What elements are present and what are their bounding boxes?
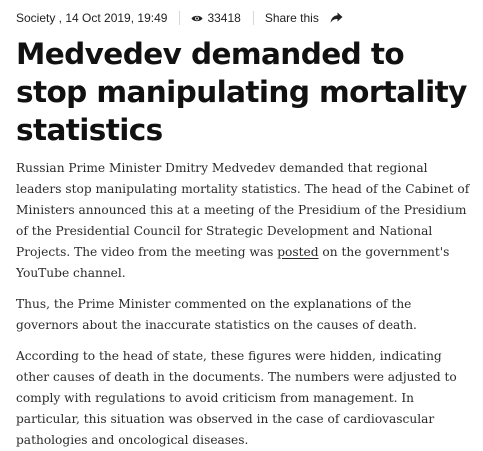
meta-divider (179, 11, 180, 25)
category-date[interactable]: Society , 14 Oct 2019, 19:49 (16, 11, 168, 25)
share-button[interactable] (265, 11, 343, 25)
views-count: 33418 (207, 11, 241, 25)
article-title: Medvedev demanded to stop manipulating mortality statistics (16, 37, 467, 147)
article-paragraph-2: Thus, the Prime Minister commented on the explanations of the governors about the inaccurate statistics on the causes of death. (16, 297, 417, 332)
share-label: Share this (264, 11, 319, 25)
article-page (16, 0, 476, 451)
paragraph-1-text-end: on the government's YouTube channel. (16, 245, 450, 280)
article-meta-bar (16, 7, 476, 29)
share-arrow-icon (330, 12, 343, 24)
article-paragraph-3: According to the head of state, these figures were hidden, indicating other causes of death in the documents. The numbers were adjusted to comply with regulations to avoid criticism from management. In particular, this situation was observed in the case of cardiovascular pathologies and oncological diseases. (16, 349, 457, 447)
meta-divider (253, 11, 254, 25)
eye-icon (191, 14, 203, 23)
paragraph-1-text-start: Russian Prime Minister Dmitry Medvedev demanded that regional leaders stop manipulating mortality statistics. The head of the Cabinet of Ministers announced this at a meeting of the Presidium of the Presidium of the Presidential Council for Strategic Development and National Projects. The video from the meeting was (16, 161, 470, 259)
article-paragraph-1 (16, 158, 476, 284)
posted-link[interactable]: posted (277, 245, 319, 259)
views-counter (191, 11, 240, 25)
